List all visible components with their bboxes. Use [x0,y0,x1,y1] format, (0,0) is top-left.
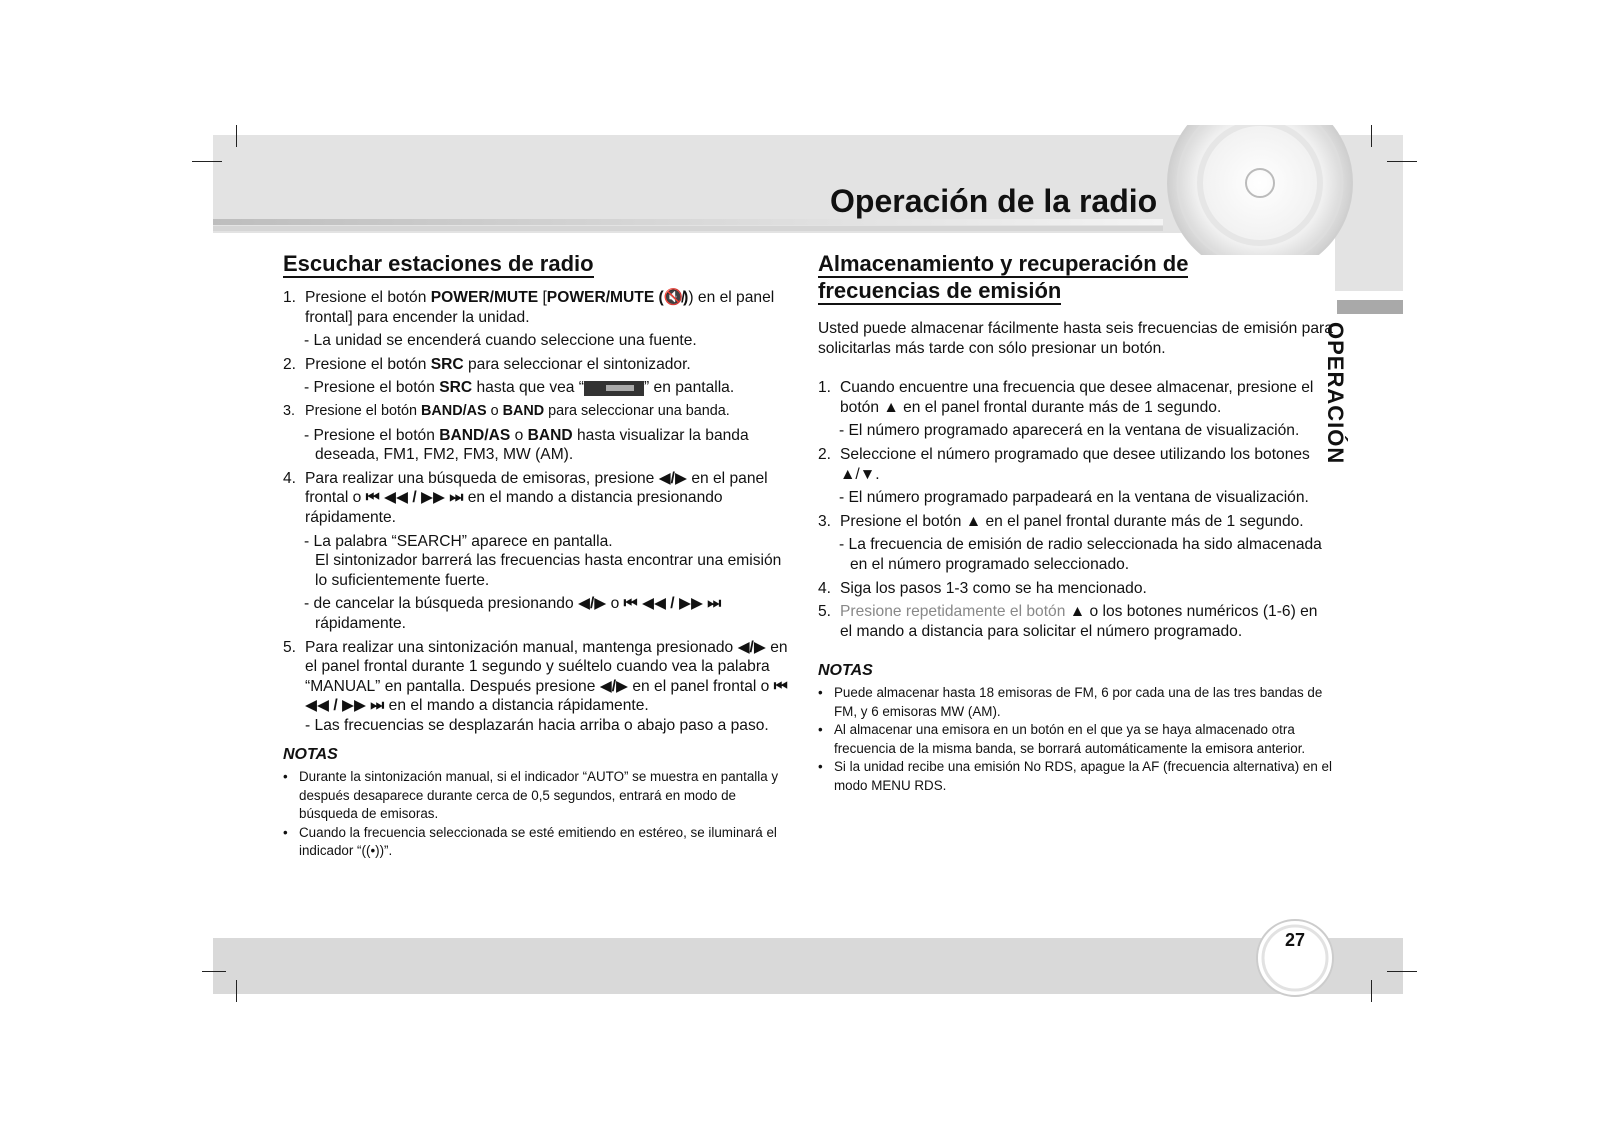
left-column [283,288,793,861]
prev-next-icon: ◀/▶ [737,638,766,656]
left-heading: Escuchar estaciones de radio [283,251,594,276]
crop-mark-bl-h [202,971,226,972]
prev-next-icon: ◀/▶ [599,677,629,695]
list-item: 1. Presione el botón POWER/MUTE [POWER/MUTE (🔇̸)) en el panel frontal] para encender la unidad. [283,289,775,326]
list-item: 4. Para realizar una búsqueda de emisoras, presione ◀/▶ en el panel frontal o ⏮ ◀◀ / ▶▶ ⏭ en el mando a distancia presionando rápidamente. [283,469,768,526]
side-section-label: OPERACIÓN [1323,322,1348,465]
crop-mark-br-h [1387,971,1417,972]
skip-seek-icon: ⏮ ◀◀ / ▶▶ ⏭ [365,489,464,507]
list-subitem: - El número programado aparecerá en la ventana de visualización. [839,422,1300,440]
list-item: 2. Presione el botón SRC para seleccionar el sintonizador. [283,355,691,373]
crop-mark-tl-h [192,161,222,162]
list-subitem: - La unidad se encenderá cuando seleccione una fuente. [304,332,697,350]
list-subitem: - La palabra “SEARCH” aparece en pantalla. [304,532,613,550]
note-item: • Si la unidad recibe una emisión No RDS, apague la AF (frecuencia alternativa) en el modo MENU RDS. [818,759,1332,793]
list-subitem: - La frecuencia de emisión de radio seleccionada ha sido almacenada en el número programado seleccionado. [839,536,1322,573]
note-item: • Puede almacenar hasta 18 emisoras de FM, 6 por cada una de las tres bandas de FM, y 6 emisoras MW (AM). [818,684,1323,719]
crop-mark-tl-v [236,125,237,147]
notes-title: NOTAS [283,746,338,764]
skip-seek-icon: ⏮ ◀◀ / ▶▶ ⏭ [623,595,722,613]
list-item: 5. Para realizar una sintonización manual, mantenga presionado ◀/▶ en el panel frontal durante 1 segundo y suéltelo cuando vea la palabra “MANUAL” en pantalla. Después presione ◀/▶ en el panel frontal o ⏮ ◀◀ / ▶▶ ⏭ en el mando a distancia rápidamente. [283,638,788,715]
list-item: 3. Presione el botón BAND/AS o BAND para seleccionar una banda. [283,402,730,419]
list-subitem: - Las frecuencias se desplazarán hacia arriba o abajo paso a paso. [305,716,769,734]
mute-icon: 🔇̸ [663,289,684,306]
footer-band [213,938,1403,994]
list-item: 4. Siga los pasos 1-3 como se ha mencionado. [818,579,1147,597]
crop-mark-tr-h [1387,161,1417,162]
list-subitem: - Presione el botón SRC hasta que vea “ ” en pantalla. [304,379,735,397]
note-item: • Cuando la frecuencia seleccionada se esté emitiendo en estéreo, se iluminará el indicador “((•))”. [283,824,777,859]
notes-title: NOTAS [818,662,873,680]
list-subitem: - de cancelar la búsqueda presionando ◀/▶ o ⏮ ◀◀ / ▶▶ ⏭ rápidamente. [304,595,722,632]
note-item: • Durante la sintonización manual, si el indicador “AUTO” se muestra en pantalla y después desaparece durante cerca de 0,5 segundos, entrará en modo de búsqueda de emisoras. [283,769,779,822]
crop-mark-tr-v [1371,125,1372,147]
side-tab-bar [1337,300,1403,314]
list-item: 5. Presione repetidamente el botón ▲ o los botones numéricos (1-6) en el mando a distancia para solicitar el número programado. [818,603,1318,640]
list-item: 2. Seleccione el número programado que desee utilizando los botones ▲/▼. [818,445,1310,483]
page-number: 27 [1284,930,1306,950]
disc-icon [1160,125,1360,255]
right-heading: Almacenamiento y recuperación de frecuencias de emisión [818,251,1189,303]
list-subitem: - El número programado parpadeará en la ventana de visualización. [839,489,1309,507]
list-item: 1. Cuando encuentre una frecuencia que desee almacenar, presione el botón ▲ en el panel frontal durante más de 1 segundo. [818,379,1314,416]
crop-mark-br-v [1371,980,1372,1002]
list-subitem: - Presione el botón BAND/AS o BAND hasta visualizar la banda deseada, FM1, FM2, FM3, MW (AM). [304,426,749,464]
crop-mark-bl-v [236,980,237,1002]
list-subitem-continued: El sintonizador barrerá las frecuencias hasta encontrar una emisión lo suficientemente fuerte. [315,552,782,589]
header-rule-secondary [213,226,1163,231]
prev-next-icon: ◀/▶ [658,469,687,487]
list-item: 3. Presione el botón ▲ en el panel frontal durante más de 1 segundo. [818,512,1304,530]
right-column [818,319,1333,795]
prev-next-icon: ◀/▶ [577,595,607,613]
skip-seek-icon: ⏮ ◀◀ / ▶▶ ⏭ [305,677,788,715]
tuner-display-icon [584,381,644,396]
note-item: • Al almacenar una emisora en un botón en el que ya se haya almacenado otra frecuencia de la misma banda, se borrará automáticamente la emisora anterior. [818,722,1306,756]
intro-text: Usted puede almacenar fácilmente hasta seis frecuencias de emisión para solicitarlas más tarde con sólo presionar un botón. [818,320,1333,357]
page-title: Operación de la radio [830,183,1158,219]
